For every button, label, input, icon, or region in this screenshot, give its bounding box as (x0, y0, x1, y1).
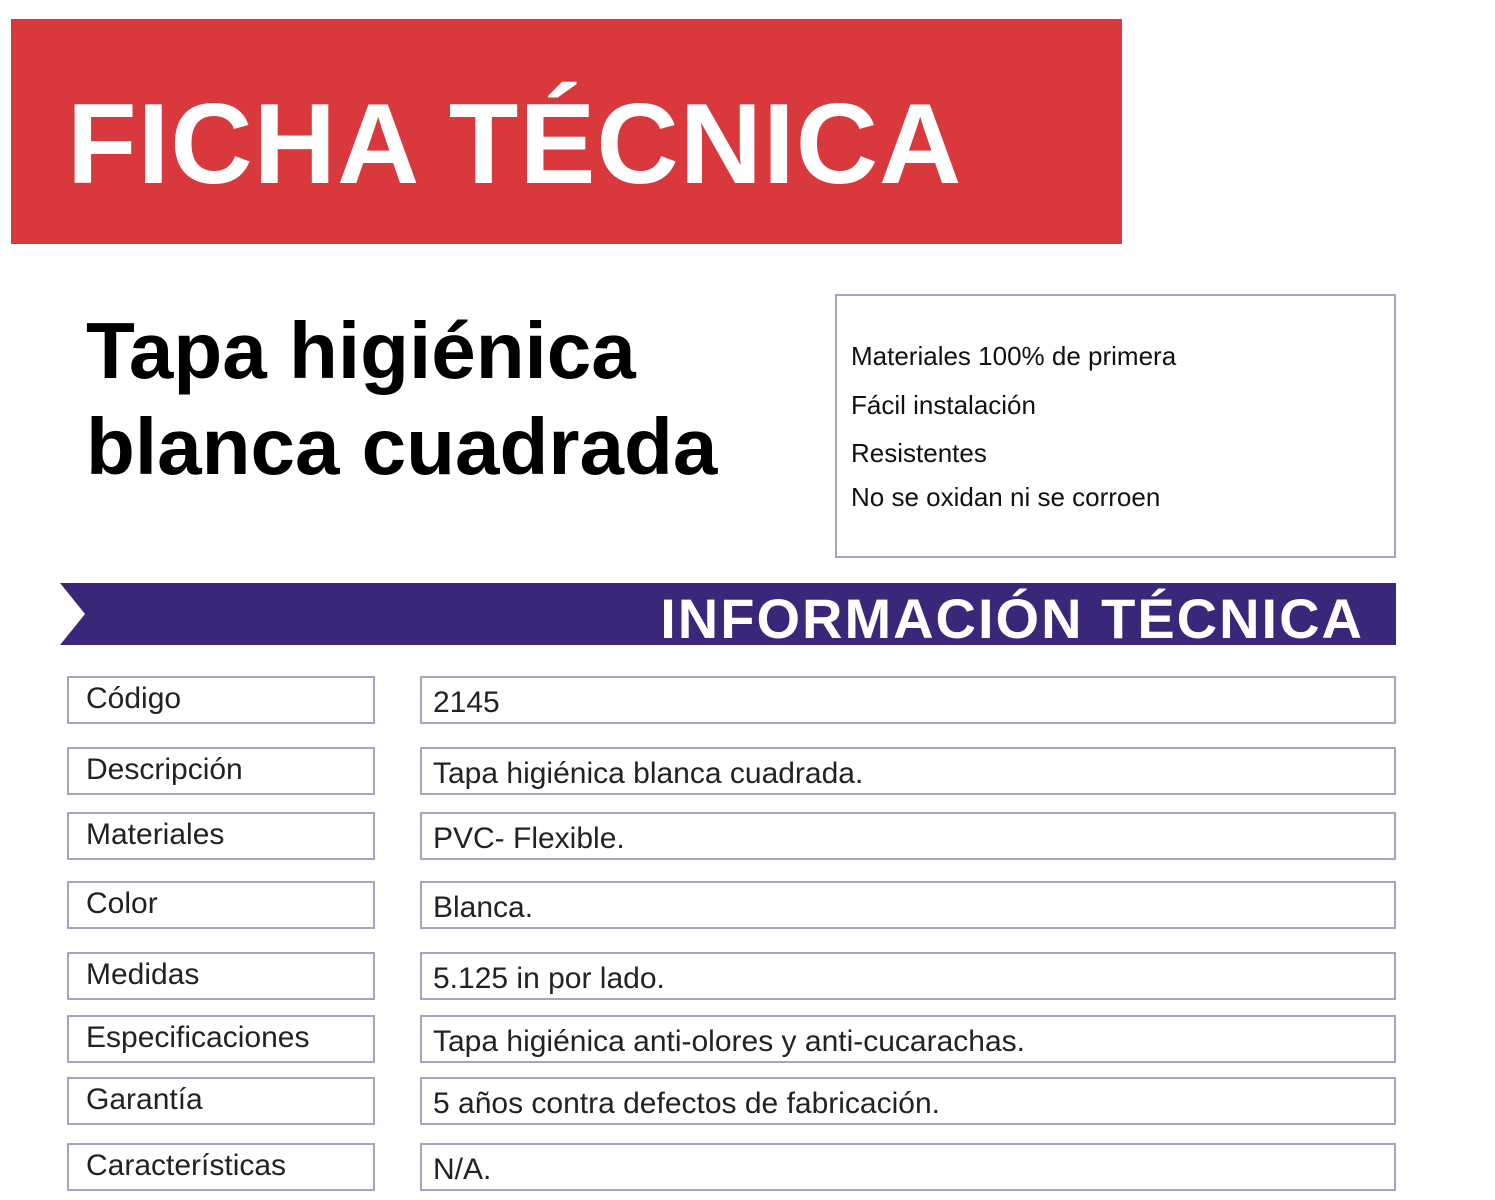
spec-value-descripcion: Tapa higiénica blanca cuadrada. (420, 747, 1396, 795)
feature-item: No se oxidan ni se corroen (851, 482, 1161, 512)
spec-value-codigo: 2145 (420, 676, 1396, 724)
header-banner (11, 19, 1122, 244)
section-bar (60, 583, 1396, 650)
spec-label-codigo: Código (67, 676, 375, 724)
banner-title: FICHA TÉCNICA (67, 81, 963, 208)
feature-item: Fácil instalación (851, 390, 1036, 420)
spec-value-garantia: 5 años contra defectos de fabricación. (420, 1077, 1396, 1125)
features-box (835, 294, 1396, 558)
spec-value-caracteristicas: N/A. (420, 1143, 1396, 1191)
spec-label-caracteristicas: Características (67, 1143, 375, 1191)
spec-label-especificaciones: Especificaciones (67, 1015, 375, 1063)
spec-label-garantia: Garantía (67, 1077, 375, 1125)
feature-item: Materiales 100% de primera (851, 341, 1177, 371)
section-title: INFORMACIÓN TÉCNICA (660, 587, 1364, 650)
spec-value-especificaciones: Tapa higiénica anti-olores y anti-cucarachas. (420, 1015, 1396, 1063)
product-title-line-1: Tapa higiénica (86, 306, 636, 395)
product-title-line-2: blanca cuadrada (86, 402, 718, 491)
spec-label-descripcion: Descripción (67, 747, 375, 795)
spec-label-color: Color (67, 881, 375, 929)
spec-label-medidas: Medidas (67, 952, 375, 1000)
spec-label-materiales: Materiales (67, 812, 375, 860)
feature-item: Resistentes (851, 438, 987, 468)
product-title (86, 303, 717, 495)
spec-value-medidas: 5.125 in por lado. (420, 952, 1396, 1000)
spec-value-materiales: PVC- Flexible. (420, 812, 1396, 860)
spec-value-color: Blanca. (420, 881, 1396, 929)
